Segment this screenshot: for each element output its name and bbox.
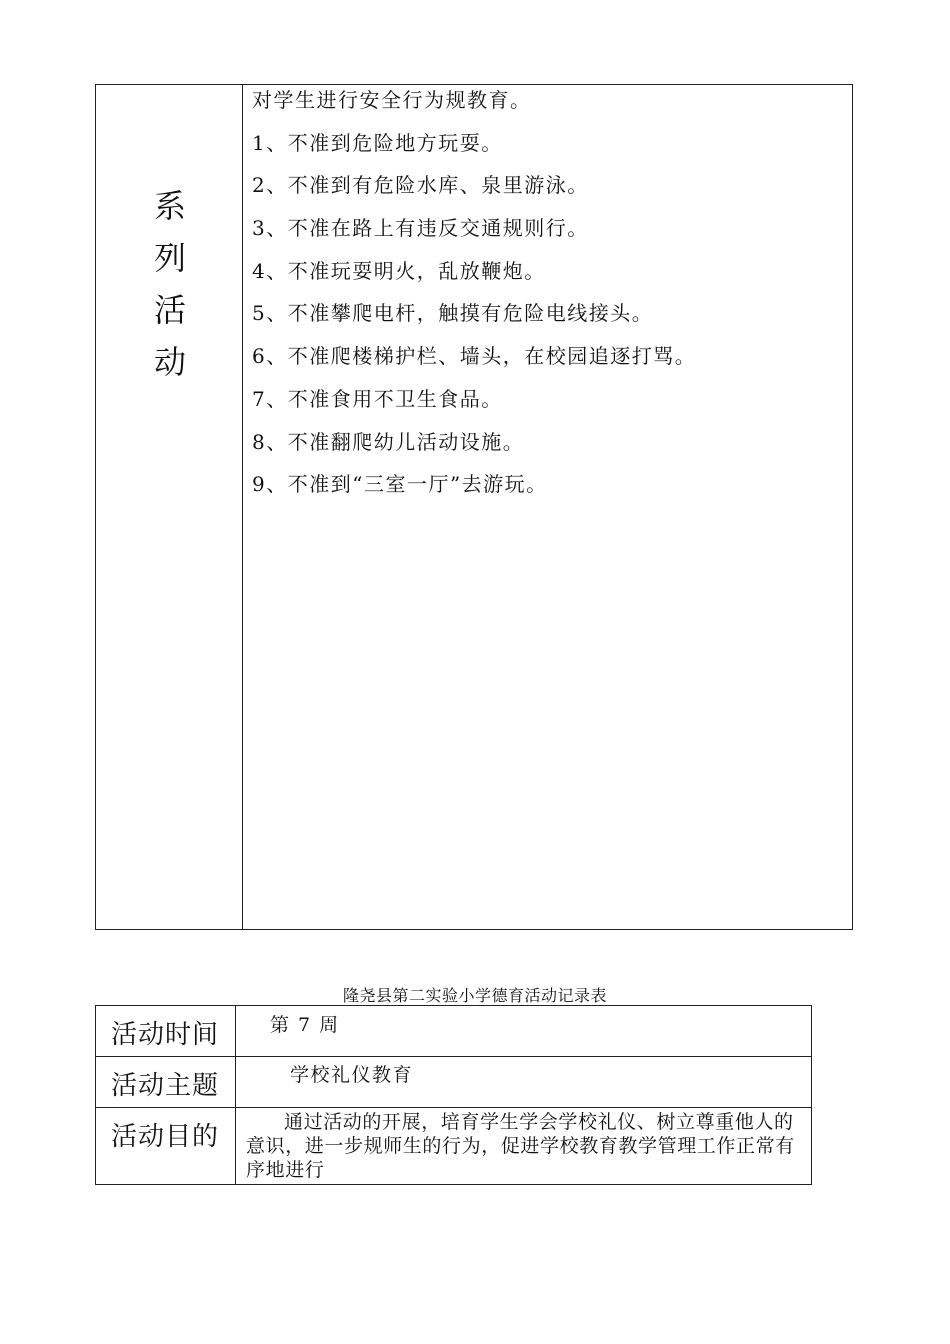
rules-intro: 对学生进行安全行为规教育。 [252, 88, 532, 112]
rule-item: 1、不准到危险地方玩耍。 [252, 130, 503, 155]
rule-item: 9、不准到“三室一厅”去游玩。 [252, 472, 548, 497]
activity-theme-value: 学校礼仪教育 [290, 1064, 414, 1086]
activity-purpose-value: 通过活动的开展，培育学生学会学校礼仪、树立尊重他人的意识，进一步规师生的行为，促进学校教育教学管理工作正常有序地进行 [246, 1111, 795, 1181]
activity-time-value: 第 7 周 [270, 1014, 340, 1036]
table-column-divider [235, 1005, 236, 1185]
rule-item: 2、不准到有危险水库、泉里游泳。 [252, 173, 589, 198]
label-char: 列 [153, 239, 186, 277]
activity-time-label: 活动时间 [110, 1020, 219, 1050]
safety-rules-list [252, 88, 842, 515]
table-column-divider [242, 84, 243, 930]
activity-purpose-label: 活动目的 [110, 1122, 219, 1152]
rule-item: 3、不准在路上有违反交通规则行。 [252, 216, 589, 241]
record-table-caption: 隆尧县第二实验小学德育活动记录表 [342, 986, 607, 1005]
rule-item: 5、不准攀爬电杆，触摸有危险电线接头。 [252, 301, 654, 326]
label-char: 动 [153, 343, 186, 381]
series-activity-label [140, 180, 200, 388]
activity-theme-label: 活动主题 [110, 1071, 219, 1101]
table-row-divider [95, 1056, 812, 1057]
rule-item: 6、不准爬楼梯护栏、墙头，在校园追逐打骂。 [252, 344, 697, 369]
label-char: 活 [153, 291, 186, 329]
rule-item: 7、不准食用不卫生食品。 [252, 386, 503, 411]
table-row-divider [95, 1107, 812, 1108]
rule-item: 4、不准玩耍明火，乱放鞭炮。 [252, 258, 546, 283]
label-char: 系 [153, 187, 186, 225]
rule-item: 8、不准翻爬幼儿活动设施。 [252, 429, 525, 454]
